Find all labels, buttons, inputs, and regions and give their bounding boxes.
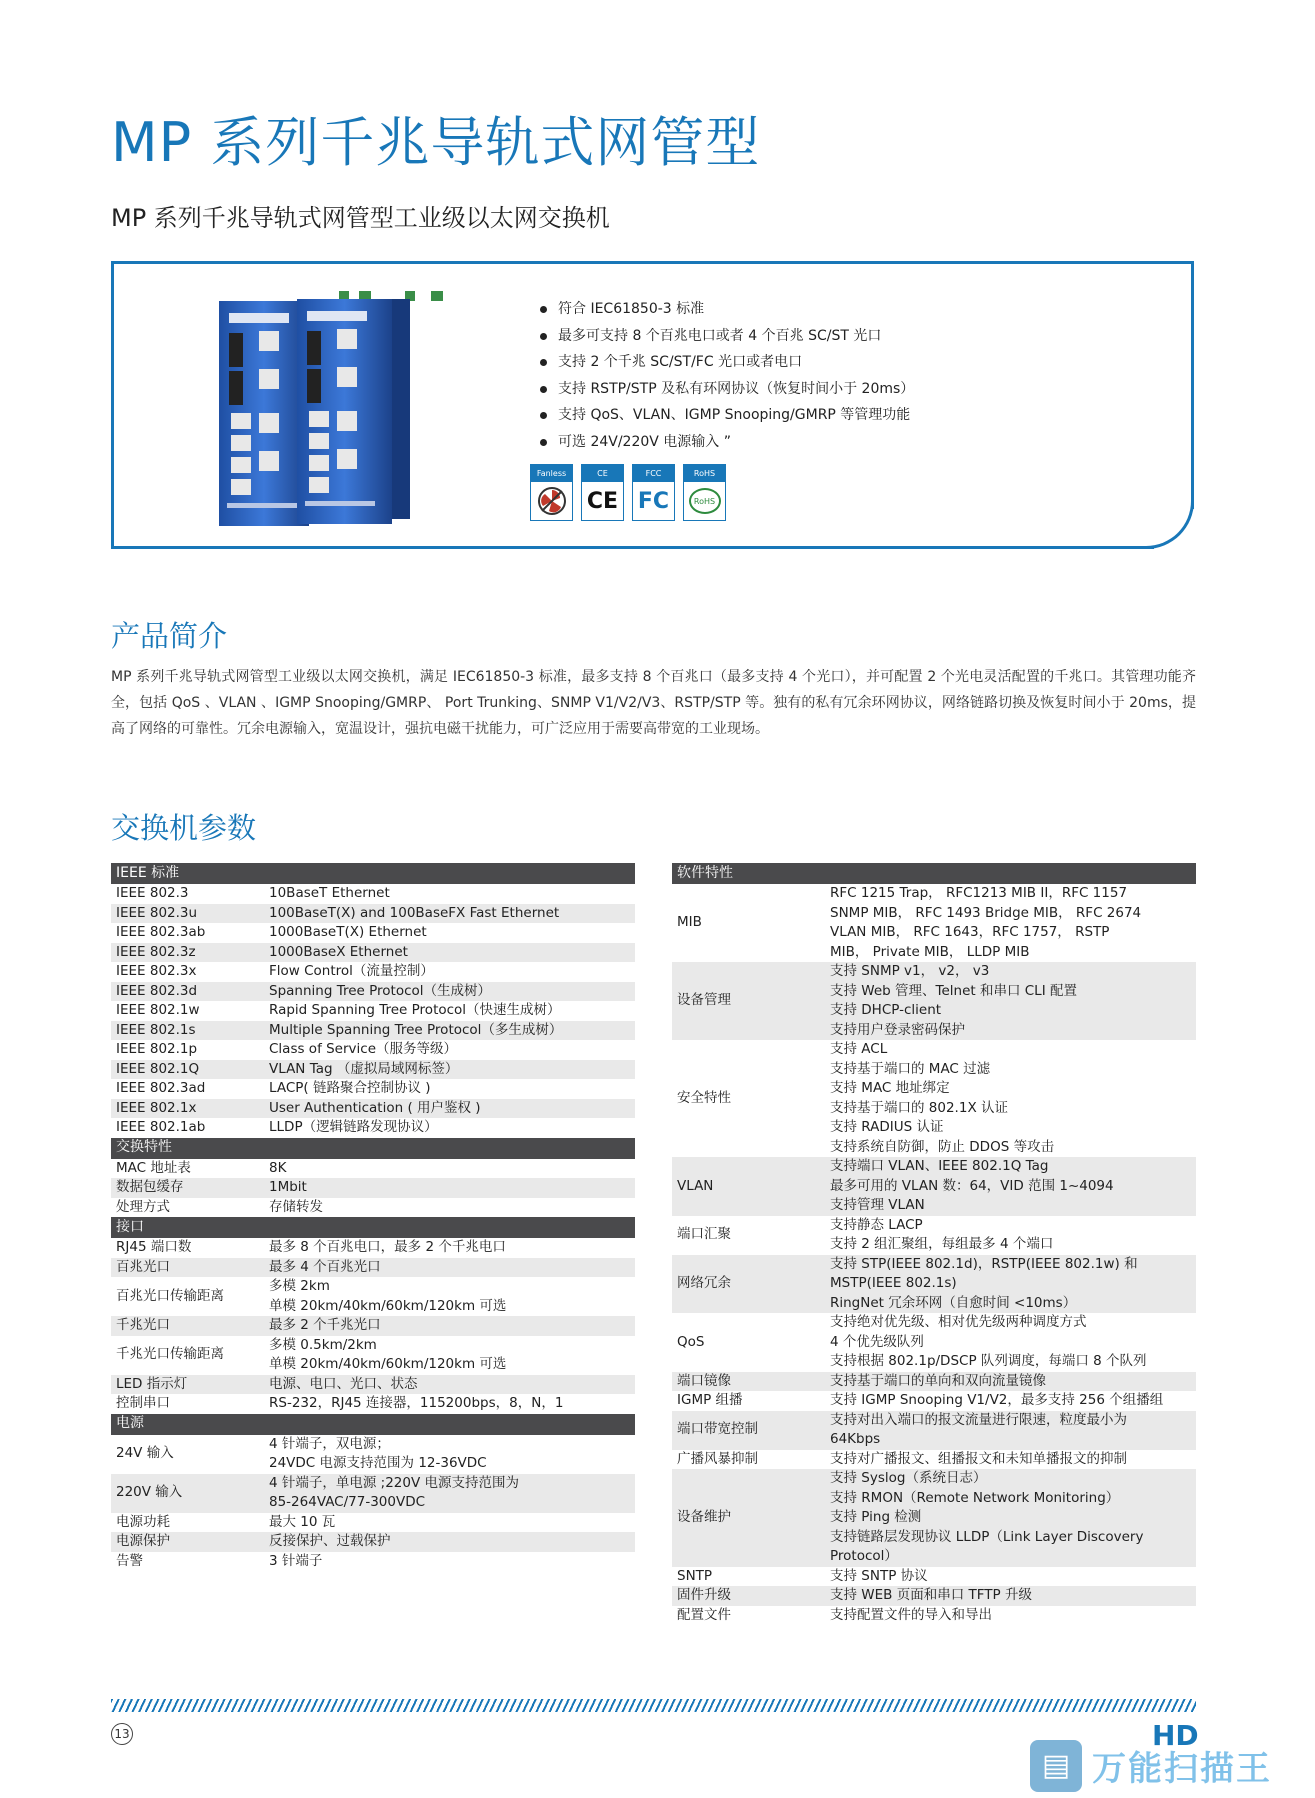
table-row [111, 1316, 635, 1336]
table-row [111, 1513, 635, 1533]
param-name: 端口镜像 [672, 1372, 825, 1392]
table-row [111, 1238, 635, 1258]
param-name: IEEE 802.3x [111, 962, 264, 982]
param-name: SNTP [672, 1567, 825, 1587]
param-name: 控制串口 [111, 1394, 264, 1414]
table-row [111, 1277, 635, 1316]
param-value: 支持绝对优先级、相对优先级两种调度方式 4 个优先级队列 支持根据 802.1p/DSCP 队列调度，每端口 8 个队列 [825, 1313, 1196, 1372]
page-subtitle: MP 系列千兆导轨式网管型工业级以太网交换机 [111, 204, 610, 232]
param-name: MIB [672, 884, 825, 962]
section-title: IEEE 标准 [111, 863, 635, 884]
param-name: IEEE 802.1ab [111, 1118, 264, 1138]
param-value: 最多 4 个百兆光口 [264, 1258, 635, 1278]
table-row [111, 1079, 635, 1099]
table-row [672, 1567, 1196, 1587]
param-value: 8K [264, 1159, 635, 1179]
table-row [672, 1606, 1196, 1626]
feature-item: 支持 2 个千兆 SC/ST/FC 光口或者电口 [532, 349, 914, 376]
page-title: MP 系列千兆导轨式网管型 [111, 111, 761, 174]
param-name: IEEE 802.3ab [111, 923, 264, 943]
intro-heading: 产品简介 [111, 619, 228, 653]
table-row [111, 1099, 635, 1119]
param-value: 100BaseT(X) and 100BaseFX Fast Ethernet [264, 904, 635, 924]
param-name: 网络冗余 [672, 1255, 825, 1314]
table-row [672, 1372, 1196, 1392]
right-spec-table [672, 863, 1196, 1625]
table-row [111, 982, 635, 1002]
param-name: MAC 地址表 [111, 1159, 264, 1179]
rohs-badge [683, 464, 726, 521]
param-name: 千兆光口传输距离 [111, 1336, 264, 1375]
param-value: 支持对广播报文、组播报文和未知单播报文的抑制 [825, 1450, 1196, 1470]
param-name: 告警 [111, 1552, 264, 1572]
param-value: 3 针端子 [264, 1552, 635, 1572]
param-value: LACP( 链路聚合控制协议 ) [264, 1079, 635, 1099]
table-row [672, 1040, 1196, 1157]
param-name: IEEE 802.1s [111, 1021, 264, 1041]
fcc-badge [632, 464, 675, 521]
feature-item: 最多可支持 8 个百兆电口或者 4 个百兆 SC/ST 光口 [532, 323, 914, 350]
param-name: IEEE 802.3 [111, 884, 264, 904]
table-row [672, 1157, 1196, 1216]
switch-product-image [219, 291, 529, 531]
intro-paragraph: MP 系列千兆导轨式网管型工业级以太网交换机，满足 IEC61850-3 标准，最多支持 8 个百兆口（最多支持 4 个光口），并可配置 2 个光电灵活配置的千兆口。其管理功能齐全，包括 QoS 、VLAN 、IGMP Snooping/GMRP、 Port Trunking、SNMP V1/V2/V3、RSTP/STP 等。独有的私有冗余环网协议，网络链路切换及恢复时间小于 20ms，提高了网络的可靠性。冗余电源输入，宽温设计，强抗电磁干扰能力，可广泛应用于需要高带宽的工业现场。 [111, 669, 1196, 737]
param-name: IEEE 802.3u [111, 904, 264, 924]
param-name: 数据包缓存 [111, 1178, 264, 1198]
table-row [111, 1336, 635, 1375]
table-row [672, 884, 1196, 962]
footer-divider [111, 1699, 1196, 1712]
section-title: 接口 [111, 1217, 635, 1238]
feature-item: 支持 QoS、VLAN、IGMP Snooping/GMRP 等管理功能 [532, 402, 914, 429]
fanless-icon [537, 486, 567, 516]
param-value: 反接保护、过载保护 [264, 1532, 635, 1552]
table-row [672, 1391, 1196, 1411]
table-section-header [111, 1138, 635, 1159]
param-value: LLDP（逻辑链路发现协议） [264, 1118, 635, 1138]
param-value: 支持基于端口的单向和双向流量镜像 [825, 1372, 1196, 1392]
param-value: 最多 2 个千兆光口 [264, 1316, 635, 1336]
section-title: 电源 [111, 1414, 635, 1435]
badge-label: FCC [633, 465, 674, 482]
page-number: 13 [111, 1723, 133, 1745]
param-value: 支持端口 VLAN、IEEE 802.1Q Tag 最多可用的 VLAN 数：64，VID 范围 1~4094 支持管理 VLAN [825, 1157, 1196, 1216]
table-row [111, 1552, 635, 1572]
feature-item: 可选 24V/220V 电源输入 ” [532, 429, 914, 456]
table-row [111, 962, 635, 982]
table-row [111, 1001, 635, 1021]
table-section-header [111, 1217, 635, 1238]
param-value: 电源、电口、光口、状态 [264, 1375, 635, 1395]
table-row [111, 1532, 635, 1552]
param-name: IEEE 802.1Q [111, 1060, 264, 1080]
param-name: IEEE 802.3d [111, 982, 264, 1002]
param-name: 24V 输入 [111, 1435, 264, 1474]
param-name: 配置文件 [672, 1606, 825, 1626]
param-name: 千兆光口 [111, 1316, 264, 1336]
section-title: 交换特性 [111, 1138, 635, 1159]
param-name: 电源功耗 [111, 1513, 264, 1533]
table-row [111, 1040, 635, 1060]
feature-list [532, 296, 914, 455]
badge-label: RoHS [684, 465, 725, 482]
param-value: 4 针端子，单电源 ;220V 电源支持范围为 85-264VAC/77-300VDC [264, 1474, 635, 1513]
table-row [111, 1394, 635, 1414]
scanner-app-icon: ▤ [1030, 1740, 1082, 1792]
param-name: 端口汇聚 [672, 1216, 825, 1255]
feature-box-corner [1134, 489, 1194, 549]
param-name: 百兆光口 [111, 1258, 264, 1278]
param-value: RS-232，RJ45 连接器，115200bps，8，N，1 [264, 1394, 635, 1414]
badge-label: CE [582, 465, 623, 482]
ce-badge [581, 464, 624, 521]
watermark [1030, 1738, 1305, 1793]
param-value: 支持 WEB 页面和串口 TFTP 升级 [825, 1586, 1196, 1606]
brand-logo: HD [1152, 1719, 1199, 1752]
param-value: 最多 8 个百兆电口，最多 2 个千兆电口 [264, 1238, 635, 1258]
param-name: IEEE 802.1w [111, 1001, 264, 1021]
param-value: 支持配置文件的导入和导出 [825, 1606, 1196, 1626]
param-value: 1Mbit [264, 1178, 635, 1198]
param-value: 支持对出入端口的报文流量进行限速，粒度最小为 64Kbps [825, 1411, 1196, 1450]
param-name: 端口带宽控制 [672, 1411, 825, 1450]
param-name: 广播风暴抑制 [672, 1450, 825, 1470]
param-value: 支持 Syslog（系统日志） 支持 RMON（Remote Network Monitoring） 支持 Ping 检测 支持链路层发现协议 LLDP（Link Layer Discovery Protocol） [825, 1469, 1196, 1567]
param-name: QoS [672, 1313, 825, 1372]
table-row [111, 1198, 635, 1218]
param-name: IEEE 802.3ad [111, 1079, 264, 1099]
param-value: 4 针端子，双电源； 24VDC 电源支持范围为 12-36VDC [264, 1435, 635, 1474]
param-name: 设备管理 [672, 962, 825, 1040]
param-name: 处理方式 [111, 1198, 264, 1218]
section-title: 软件特性 [672, 863, 1196, 884]
param-value: VLAN Tag （虚拟局域网标签） [264, 1060, 635, 1080]
param-value: 最大 10 瓦 [264, 1513, 635, 1533]
param-value: 10BaseT Ethernet [264, 884, 635, 904]
param-value: RFC 1215 Trap， RFC1213 MIB II，RFC 1157 SNMP MIB， RFC 1493 Bridge MIB， RFC 2674 VLAN MIB， RFC 1643，RFC 1757， RSTP MIB， Private MIB， LLDP MIB [825, 884, 1196, 962]
feature-box [111, 261, 1194, 549]
param-name: 百兆光口传输距离 [111, 1277, 264, 1316]
table-row [111, 1159, 635, 1179]
badge-label: Fanless [531, 465, 572, 482]
params-heading: 交换机参数 [111, 811, 257, 845]
table-section-header [672, 863, 1196, 884]
table-row [111, 1375, 635, 1395]
rohs-mark-icon: RoHS [689, 488, 721, 514]
table-row [672, 1313, 1196, 1372]
watermark-text: 万能扫描王 [1092, 1749, 1272, 1789]
table-row [111, 884, 635, 904]
table-row [672, 962, 1196, 1040]
param-name: 设备维护 [672, 1469, 825, 1567]
param-value: 多模 2km 单模 20km/40km/60km/120km 可选 [264, 1277, 635, 1316]
table-row [111, 1021, 635, 1041]
param-name: IGMP 组播 [672, 1391, 825, 1411]
fanless-badge [530, 464, 573, 521]
param-name: 220V 输入 [111, 1474, 264, 1513]
table-row [672, 1255, 1196, 1314]
param-name: IEEE 802.3z [111, 943, 264, 963]
param-value: Flow Control（流量控制） [264, 962, 635, 982]
table-row [672, 1469, 1196, 1567]
table-row [672, 1411, 1196, 1450]
param-value: 1000BaseX Ethernet [264, 943, 635, 963]
param-name: LED 指示灯 [111, 1375, 264, 1395]
param-name: IEEE 802.1x [111, 1099, 264, 1119]
param-value: Multiple Spanning Tree Protocol（多生成树） [264, 1021, 635, 1041]
param-value: 支持静态 LACP 支持 2 组汇聚组，每组最多 4 个端口 [825, 1216, 1196, 1255]
table-row [111, 1118, 635, 1138]
param-value: 支持 ACL 支持基于端口的 MAC 过滤 支持 MAC 地址绑定 支持基于端口的 802.1X 认证 支持 RADIUS 认证 支持系统自防御，防止 DDOS 等攻击 [825, 1040, 1196, 1157]
param-value: 支持 STP(IEEE 802.1d)，RSTP(IEEE 802.1w) 和 MSTP(IEEE 802.1s) RingNet 冗余环网（自愈时间 <10ms） [825, 1255, 1196, 1314]
param-name: 固件升级 [672, 1586, 825, 1606]
table-row [111, 1258, 635, 1278]
feature-item: 支持 RSTP/STP 及私有环网协议（恢复时间小于 20ms） [532, 376, 914, 403]
param-value: 1000BaseT(X) Ethernet [264, 923, 635, 943]
left-spec-table [111, 863, 635, 1571]
table-row [672, 1586, 1196, 1606]
param-value: Class of Service（服务等级） [264, 1040, 635, 1060]
table-section-header [111, 863, 635, 884]
table-row [111, 923, 635, 943]
param-value: User Authentication ( 用户鉴权 ) [264, 1099, 635, 1119]
certification-badges [530, 464, 726, 521]
table-row [111, 1178, 635, 1198]
table-section-header [111, 1414, 635, 1435]
param-name: VLAN [672, 1157, 825, 1216]
table-row [672, 1450, 1196, 1470]
param-name: IEEE 802.1p [111, 1040, 264, 1060]
fcc-mark-icon: FC [637, 488, 670, 514]
param-value: Spanning Tree Protocol（生成树） [264, 982, 635, 1002]
param-name: 安全特性 [672, 1040, 825, 1157]
ce-mark-icon: CE [586, 488, 619, 514]
param-name: RJ45 端口数 [111, 1238, 264, 1258]
param-name: 电源保护 [111, 1532, 264, 1552]
table-row [672, 1216, 1196, 1255]
table-row [111, 1435, 635, 1474]
table-row [111, 1474, 635, 1513]
param-value: 多模 0.5km/2km 单模 20km/40km/60km/120km 可选 [264, 1336, 635, 1375]
table-row [111, 904, 635, 924]
param-value: 支持 IGMP Snooping V1/V2，最多支持 256 个组播组 [825, 1391, 1196, 1411]
param-value: Rapid Spanning Tree Protocol（快速生成树） [264, 1001, 635, 1021]
feature-item: 符合 IEC61850-3 标准 [532, 296, 914, 323]
table-row [111, 1060, 635, 1080]
param-value: 支持 SNMP v1， v2， v3 支持 Web 管理、Telnet 和串口 CLI 配置 支持 DHCP-client 支持用户登录密码保护 [825, 962, 1196, 1040]
table-row [111, 943, 635, 963]
param-value: 支持 SNTP 协议 [825, 1567, 1196, 1587]
param-value: 存储转发 [264, 1198, 635, 1218]
